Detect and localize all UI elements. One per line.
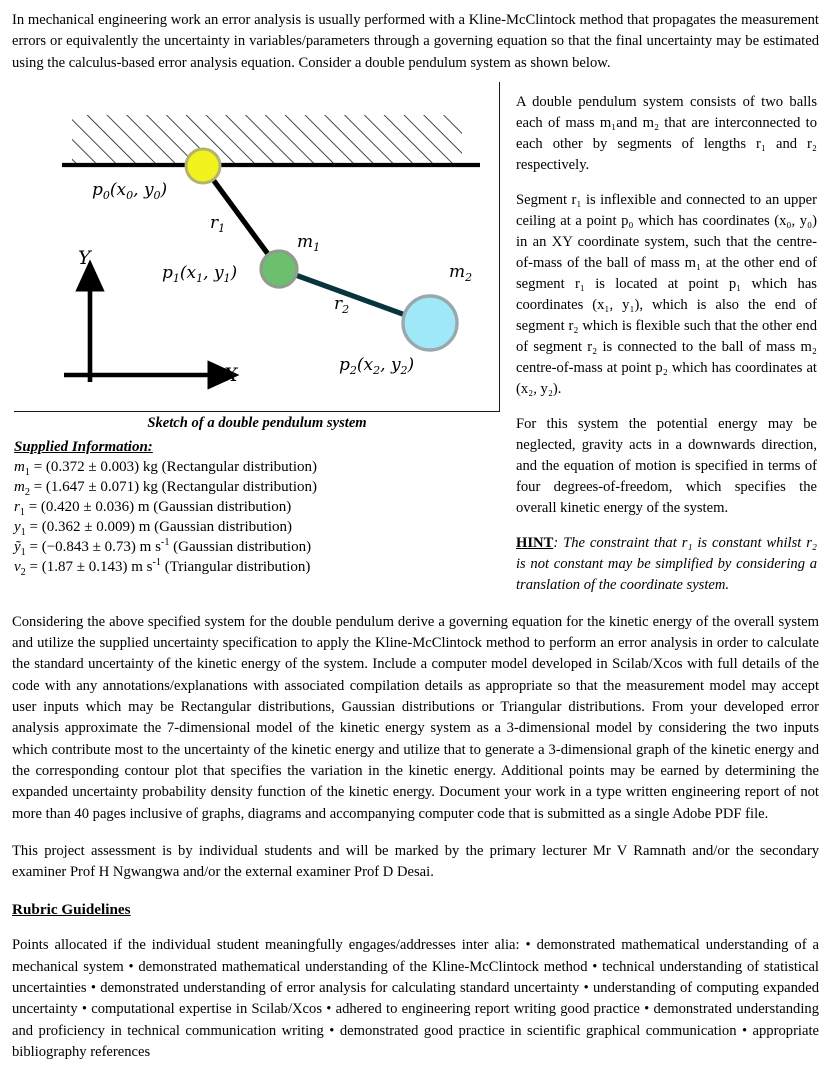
label-r2: $r_2$	[334, 293, 350, 316]
hint-label: HINT	[516, 534, 554, 551]
supplied-item-v2-unit-sup: -1	[152, 556, 161, 568]
label-m2: $m_2$	[449, 261, 473, 284]
double-pendulum-svg	[14, 82, 500, 412]
label-p2: $p_2(x_2$, $y_2$)	[339, 354, 415, 377]
supplied-item-y1-value: = (0.362 ± 0.009) m (Gaussian distribution)	[29, 518, 293, 535]
task-paragraph: Considering the above specified system for the double pendulum derive a governing equation for the kinetic energy of the overall system and utilize the supplied uncertainty specification to apply the Kline-McClintock method to perform an error analysis in order to calculate the standard uncertainty of the kinetic energy of the system. Include a computer model developed in Scilab/Xcos with full details of the code with any annotations/explanations with associated compilation details as appropriate so that the measurement model may accept user inputs which may be Rectangular distributions, Gaussian distributions or Triangular distributions. From your developed error analysis approximate the 7-dimensional model of the kinetic energy system as a 3-dimensional model by considering the two inputs which contribute most to the uncertainty of the kinetic energy and utilize that to generate a 3-dimensional graph of the kinetic energy and the corresponding contour plot that specifies the variation in the kinetic energy. Additional points may be earned by determining the expanded uncertainty probability density function of the kinetic energy. Document your work in a type written engineering report of not more than 40 pages inclusive of graphs, diagrams and accompanying computer code that is submitted as a single Adobe PDF file.	[12, 613, 819, 822]
ceiling-hatch-region	[72, 115, 462, 165]
ball-m1	[261, 251, 297, 287]
figure-column	[6, 82, 506, 578]
description-paragraph-3: For this system the potential energy may be neglected, gravity acts in a downwards direction, and the equation of motion is specified in terms of four degrees-of-freedom, which specifies the overall kinetic energy of the system.	[516, 415, 817, 516]
label-m1: $m_1$	[297, 231, 321, 254]
y-dot-symbol: ỹ	[14, 538, 21, 555]
supplied-information-block	[14, 438, 506, 578]
supplied-item-r1: $r_1 = (0.420 \pm 0.036)$ m (Gaussian distribution)	[14, 498, 292, 518]
figure-and-description-region	[6, 82, 825, 596]
supplied-item-v2-value-pre: = (1.87 ± 0.143) m s	[29, 558, 153, 575]
supplied-item-ydot1: ỹ$_1$ = (−0.843 ± 0.73) m $s^{-1}$ (Gaussian distribution)	[14, 536, 312, 558]
hint-paragraph	[516, 533, 817, 596]
label-axis-y: Y	[78, 246, 91, 269]
hint-text: : The constraint that r₁ is constant whilst r₂ is not constant may be simplified by considering a translation of the coordinate system.	[516, 534, 817, 593]
intro-paragraph: In mechanical engineering work an error analysis is usually performed with a Kline-McClintock method that propagates the measurement errors or equivalently the uncertainty in variables/parameters through a governing equation so that the final uncertainty may be estimated using the calculus-based error analysis equation. Consider a double pendulum system as shown below.	[12, 12, 819, 71]
supplied-item-ydot1-value-pre: = (−0.843 ± 0.73) m s	[29, 538, 161, 555]
description-paragraph-2: Segment r₁ is inflexible and connected to an upper ceiling at a point p₀ which has coordinates (x₀, y₀) in an XY coordinate system, such that the centre-of-mass of the ball of mass m₁ at the other end of segment r₁ is located at point p₁ which has coordinates (x₁, y₁), which is also the end of segment r₂ which is flexible such that the other end of segment r₂ is connected to the ball of mass m₂ centre-of-mass at point p₂ which has coordinates at (x₂, y₂).	[516, 191, 817, 397]
supplied-item-y1: $y_1 = (0.362 \pm 0.009)$ m (Gaussian distribution)	[14, 518, 293, 538]
supplied-heading: Supplied Information:	[14, 438, 153, 455]
supplied-item-r1-value: = (0.420 ± 0.036) m (Gaussian distribution)	[28, 498, 292, 515]
label-r1: $r_1$	[210, 212, 226, 235]
figure-caption: Sketch of a double pendulum system	[147, 414, 367, 431]
ball-p0	[186, 149, 220, 183]
label-axis-x: X	[224, 363, 238, 386]
supplied-item-ydot1-unit-sup: -1	[160, 536, 170, 548]
assessment-paragraph: This project assessment is by individual students and will be marked by the primary lecturer Mr V Ramnath and/or the secondary examiner Prof H Ngwangwa and/or the external examiner Prof D Desai.	[12, 842, 819, 881]
rubric-paragraph: Points allocated if the individual student meaningfully engages/addresses inter alia: • demonstrated mathematical understanding of a mechanical system • demonstrated mathematical understanding of the Kline-McClintock method • technical understanding of statistical uncertainties • demonstrated understanding of error analysis for calculating standard uncertainty • understanding of computing expanded uncertainty • computational expertise in Scilab/Xcos • adhered to engineering report writing good practice • demonstrated understanding and proficiency in technical communication writing • demonstrated good practice in scientific graphical communication • appropriate bibliography references	[12, 937, 819, 1060]
supplied-item-m1: $m_1 = (0.372 \pm 0.003)$ kg (Rectangular distribution)	[14, 458, 317, 478]
description-column	[506, 82, 825, 596]
label-p1: $p_1(x_1$, $y_1$)	[162, 262, 238, 285]
rubric-title: Rubric Guidelines	[12, 901, 131, 919]
supplied-item-v2-value-post: (Triangular distribution)	[160, 558, 311, 575]
supplied-item-v2: $v_2 = (1.87 \pm 0.143)$ m $s^{-1}$ (Triangular distribution)	[14, 556, 311, 578]
description-paragraph-1: A double pendulum system consists of two balls each of mass m₁and m₂ that are interconnected to each other by segments of lengths r₁ and r₂ respectively.	[516, 93, 817, 173]
ball-m2	[403, 296, 457, 350]
supplied-item-ydot1-value-post: (Gaussian distribution)	[169, 538, 312, 555]
supplied-item-m2: $m_2 = (1.647 \pm 0.071)$ kg (Rectangular distribution)	[14, 478, 317, 498]
supplied-item-m2-value: = (1.647 ± 0.071) kg (Rectangular distribution)	[33, 478, 317, 495]
double-pendulum-figure	[14, 82, 500, 412]
supplied-item-m1-value: = (0.372 ± 0.003) kg (Rectangular distribution)	[33, 458, 317, 475]
label-p0: $p_0(x_0$, $y_0$)	[92, 179, 168, 202]
